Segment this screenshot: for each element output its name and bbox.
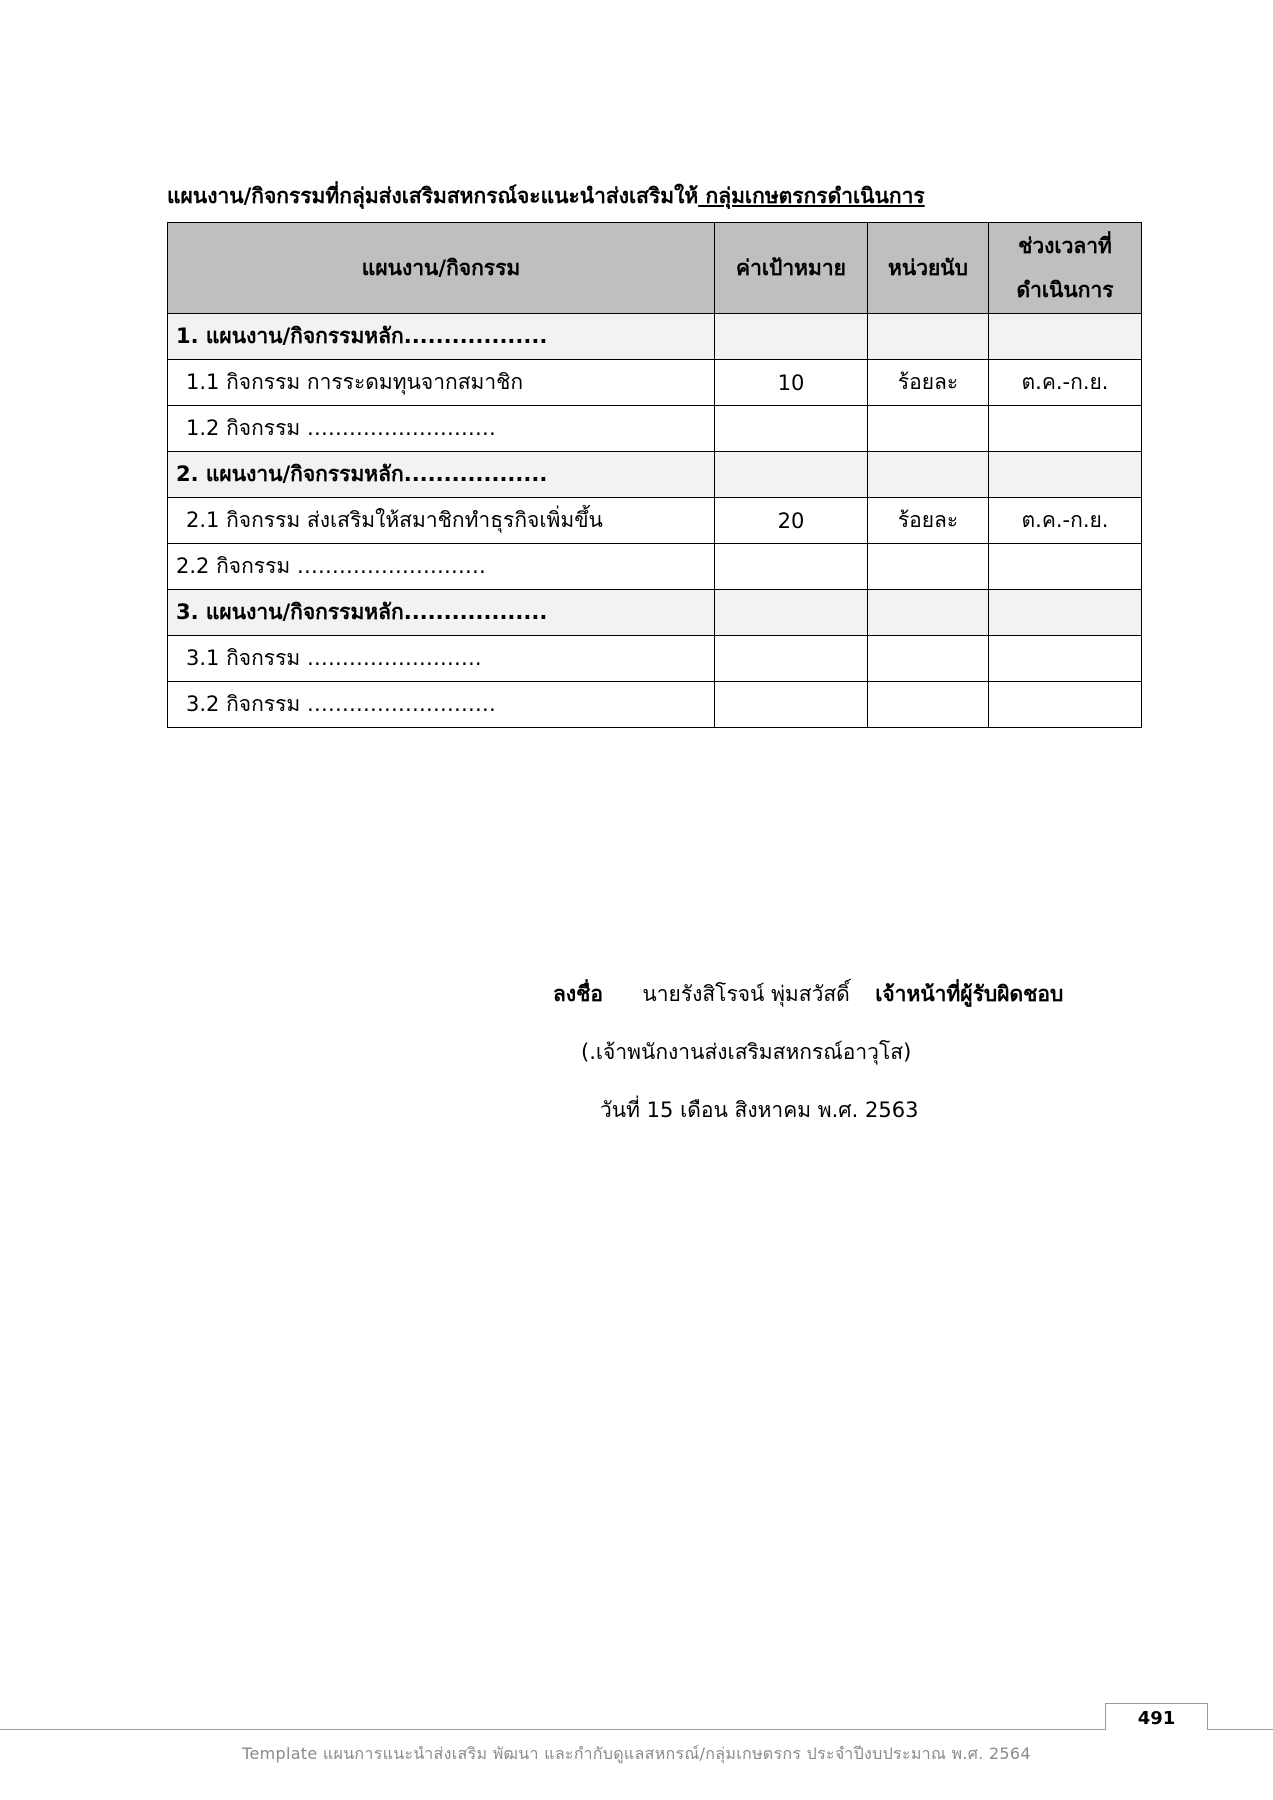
cell-target [715, 406, 868, 452]
cell-target [715, 452, 868, 498]
signer-role: เจ้าหน้าที่ผู้รับผิดชอบ [875, 982, 1064, 1006]
cell-activity: 1. แผนงาน/กิจกรรมหลัก.................. [168, 314, 715, 360]
header-activity: แผนงาน/กิจกรรม [168, 223, 715, 314]
cell-unit [868, 682, 989, 728]
cell-activity: 3.1 กิจกรรม ……………………. [168, 636, 715, 682]
document-heading [167, 180, 925, 213]
signer-name: นายรังสิโรจน์ พุ่มสวัสดิ์ [642, 982, 850, 1006]
cell-unit [868, 314, 989, 360]
header-period-line1: ช่วงเวลาที่ [1018, 234, 1112, 258]
page-number: 491 [1105, 1703, 1208, 1730]
footer-divider [0, 1729, 1273, 1730]
table-row [168, 590, 1142, 636]
cell-unit [868, 636, 989, 682]
cell-activity: 2.1 กิจกรรม ส่งเสริมให้สมาชิกทำธุรกิจเพิ่มขึ้น [168, 498, 715, 544]
cell-unit [868, 406, 989, 452]
table-row [168, 498, 1142, 544]
cell-unit [868, 590, 989, 636]
cell-activity: 3.2 กิจกรรม ……………………… [168, 682, 715, 728]
header-period [989, 223, 1142, 314]
cell-period [989, 682, 1142, 728]
heading-text: แผนงาน/กิจกรรมที่กลุ่มส่งเสริมสหกรณ์จะแนะนำส่งเสริมให้ [167, 184, 699, 208]
cell-target [715, 544, 868, 590]
table-row [168, 314, 1142, 360]
cell-target: 10 [715, 360, 868, 406]
cell-period [989, 406, 1142, 452]
cell-target [715, 682, 868, 728]
cell-period [989, 452, 1142, 498]
cell-target: 20 [715, 498, 868, 544]
cell-target [715, 314, 868, 360]
table-row [168, 636, 1142, 682]
cell-unit [868, 544, 989, 590]
table-row [168, 682, 1142, 728]
heading-underlined-text: กลุ่มเกษตรกรดำเนินการ [698, 184, 925, 208]
header-unit: หน่วยนับ [868, 223, 989, 314]
cell-activity: 3. แผนงาน/กิจกรรมหลัก.................. [168, 590, 715, 636]
cell-activity: 1.2 กิจกรรม ……………………… [168, 406, 715, 452]
signature-line [553, 978, 1063, 1011]
cell-unit: ร้อยละ [868, 360, 989, 406]
table-row [168, 406, 1142, 452]
cell-activity: 2.2 กิจกรรม ……………………… [168, 544, 715, 590]
cell-target [715, 590, 868, 636]
cell-unit [868, 452, 989, 498]
table-row [168, 360, 1142, 406]
footer-text: Template แผนการแนะนำส่งเสริม พัฒนา และกำกับดูแลสหกรณ์/กลุ่มเกษตรกร ประจำปีงบประมาณ พ.ศ. 2564 [242, 1744, 1031, 1763]
cell-unit: ร้อยละ [868, 498, 989, 544]
cell-period [989, 636, 1142, 682]
signature-label: ลงชื่อ [553, 982, 603, 1006]
cell-activity: 1.1 กิจกรรม การระดมทุนจากสมาชิก [168, 360, 715, 406]
header-period-line2: ดำเนินการ [1016, 278, 1114, 302]
cell-target [715, 636, 868, 682]
cell-period: ต.ค.-ก.ย. [989, 498, 1142, 544]
table-header-row [168, 223, 1142, 314]
cell-period: ต.ค.-ก.ย. [989, 360, 1142, 406]
signer-position: (.เจ้าพนักงานส่งเสริมสหกรณ์อาวุโส) [581, 1040, 912, 1064]
header-target: ค่าเป้าหมาย [715, 223, 868, 314]
cell-activity: 2. แผนงาน/กิจกรรมหลัก.................. [168, 452, 715, 498]
cell-period [989, 314, 1142, 360]
cell-period [989, 544, 1142, 590]
table-row [168, 544, 1142, 590]
table-row [168, 452, 1142, 498]
cell-period [989, 590, 1142, 636]
activity-plan-table [167, 222, 1142, 728]
signature-date: วันที่ 15 เดือน สิงหาคม พ.ศ. 2563 [600, 1098, 919, 1122]
